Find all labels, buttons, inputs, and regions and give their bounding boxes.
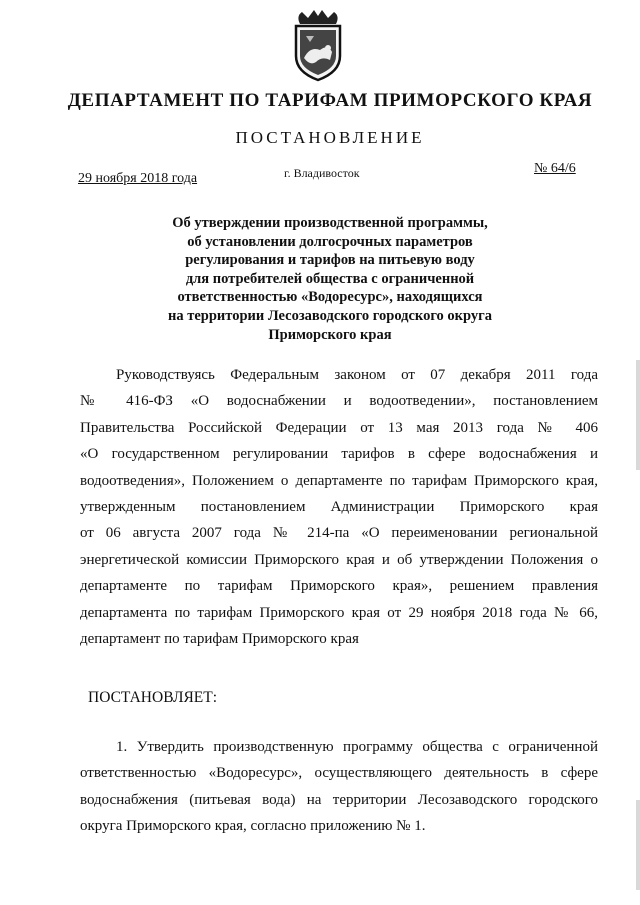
department-heading: ДЕПАРТАМЕНТ ПО ТАРИФАМ ПРИМОРСКОГО КРАЯ bbox=[67, 90, 593, 111]
document-number: № 64/6 bbox=[534, 161, 576, 176]
preamble-line: Руководствуясь Федеральным законом от 07 декабря 2011 года bbox=[116, 367, 598, 383]
preamble-line: водоотведения», Положением о департаменте по тарифам Приморского края, bbox=[80, 472, 598, 489]
title-line: Приморского края bbox=[268, 326, 392, 343]
document-type: ПОСТАНОВЛЕНИЕ bbox=[235, 128, 425, 147]
item-line: 1. Утвердить производственную программу общества с ограниченной bbox=[116, 739, 598, 755]
preamble-line: № 416-ФЗ «О водоснабжении и водоотведении», постановлением bbox=[80, 393, 598, 410]
title-line: для потребителей общества с ограниченной bbox=[185, 270, 475, 287]
resolve-heading: ПОСТАНОВЛЯЕТ: bbox=[88, 689, 218, 706]
document-date: 29 ноября 2018 года bbox=[78, 171, 198, 186]
document-title bbox=[110, 214, 550, 344]
preamble-line: департамент по тарифам Приморского края bbox=[80, 630, 359, 647]
preamble-line: Правительства Российской Федерации от 13 мая 2013 года № 406 bbox=[80, 419, 598, 436]
title-line: Об утверждении производственной программы, bbox=[172, 215, 488, 231]
preamble-line: «О государственном регулировании тарифов в сфере водоснабжения и bbox=[80, 446, 598, 463]
preamble-line: департамента по тарифам Приморского края от 29 ноября 2018 года № 66, bbox=[80, 604, 598, 621]
preamble-line: энергетической комиссии Приморского края и об утверждении Положения о bbox=[80, 551, 598, 568]
item-line: ответственностью «Водоресурс», осуществляющего деятельность в сфере bbox=[80, 765, 598, 782]
preamble-line: утвержденным постановлением Администрации Приморского края bbox=[80, 498, 598, 515]
item-line: округа Приморского края, согласно приложению № 1. bbox=[80, 818, 426, 835]
document-city: г. Владивосток bbox=[284, 166, 360, 180]
preamble-line: департаменте по тарифам Приморского края», решением правления bbox=[80, 578, 598, 595]
scan-edge-shadow bbox=[636, 800, 640, 890]
item-line: водоснабжения (питьевая вода) на территории Лесозаводского городского bbox=[80, 791, 598, 808]
scan-edge-shadow bbox=[636, 360, 640, 470]
title-line: на территории Лесозаводского городского округа bbox=[168, 307, 492, 324]
title-line: об установлении долгосрочных параметров bbox=[187, 233, 473, 250]
preamble-line: от 06 августа 2007 года № 214-па «О переименовании региональной bbox=[80, 525, 598, 542]
item-1-paragraph bbox=[80, 734, 598, 840]
title-line: регулирования и тарифов на питьевую воду bbox=[185, 252, 475, 269]
coat-of-arms-icon bbox=[286, 6, 350, 84]
preamble-paragraph bbox=[80, 362, 598, 652]
title-line: ответственностью «Водоресурс», находящихся bbox=[177, 289, 483, 306]
